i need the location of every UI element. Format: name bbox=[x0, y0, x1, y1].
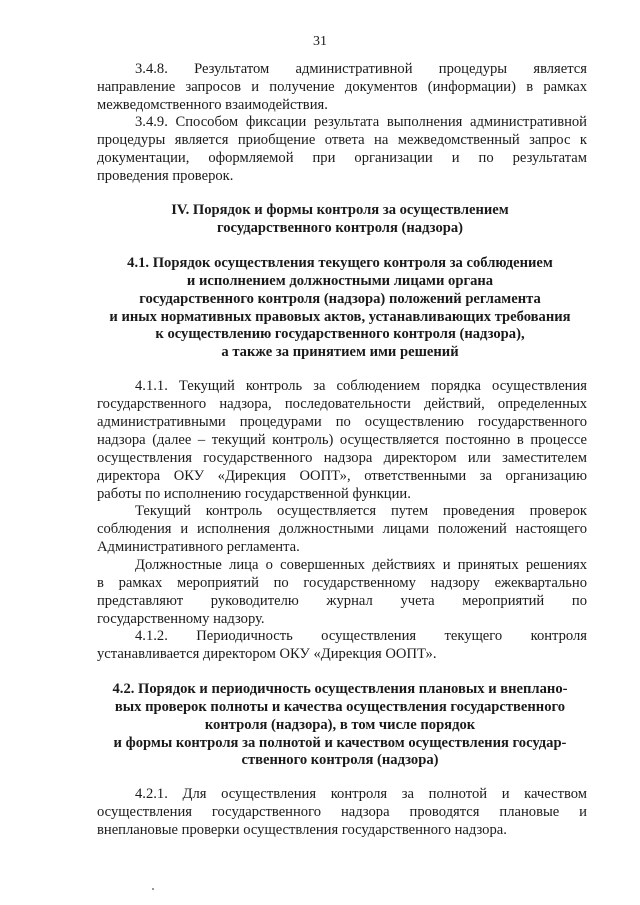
subsection-heading: ственного контроля (надзора) bbox=[241, 752, 439, 768]
paragraph-line: внеплановые проверки осуществления государственного надзора. bbox=[97, 822, 507, 838]
paragraph-line: надзора (далее – текущий контроль) осуществляется постоянно в процессе bbox=[97, 432, 587, 448]
paragraph-line: направление запросов и получение документов (информации) в рамках bbox=[97, 79, 587, 95]
subsection-heading: и иных нормативных правовых актов, устанавливающих требования bbox=[109, 309, 571, 325]
section-heading: IV. Порядок и формы контроля за осуществлением bbox=[171, 202, 509, 218]
paragraph-line: 3.4.9. Способом фиксации результата выполнения административной bbox=[135, 114, 587, 130]
paragraph-line: в рамках мероприятий по государственному надзору ежеквартально bbox=[97, 575, 587, 591]
paragraph-line: 4.1.1. Текущий контроль за соблюдением порядка осуществления bbox=[135, 378, 587, 394]
section-heading: государственного контроля (надзора) bbox=[216, 220, 464, 236]
paragraph-line: соблюдения и исполнения должностными лицами положений настоящего bbox=[97, 521, 587, 537]
paragraph-line: документации, оформляемой при организации и по результатам bbox=[97, 150, 587, 166]
subsection-heading: и формы контроля за полнотой и качеством осуществления государ- bbox=[113, 735, 567, 751]
paragraph-line: государственному надзору. bbox=[97, 611, 265, 627]
paragraph-line: устанавливается директором ОКУ «Дирекция ООПТ». bbox=[97, 646, 437, 662]
paragraph-line: административными процедурами по осуществлению государственного bbox=[97, 414, 587, 430]
paragraph-line: директора ОКУ «Дирекция ООПТ», ответственными за организацию bbox=[97, 468, 587, 484]
paragraph-line: государственного надзора, последовательности действий, определенных bbox=[97, 396, 587, 412]
paragraph-line: 3.4.8. Результатом административной процедуры является bbox=[135, 61, 587, 77]
subsection-heading: контроля (надзора), в том числе порядок bbox=[204, 717, 476, 733]
subsection-heading: государственного контроля (надзора) положений регламента bbox=[139, 291, 541, 307]
paragraph-line: межведомственного взаимодействия. bbox=[97, 97, 328, 113]
subsection-heading: вых проверок полноты и качества осуществления государственного bbox=[114, 699, 566, 715]
paragraph-line: работы по исполнению государственной функции. bbox=[97, 486, 411, 502]
subsection-heading: и исполнением должностными лицами органа bbox=[186, 273, 494, 289]
subsection-heading: 4.2. Порядок и периодичность осуществления плановых и внеплано- bbox=[112, 681, 568, 697]
subsection-heading: к осуществлению государственного контроля (надзора), bbox=[155, 326, 525, 342]
paragraph-line: проведения проверок. bbox=[97, 168, 234, 184]
paragraph-line: представляют руководителю журнал учета мероприятий по bbox=[97, 593, 587, 609]
subsection-heading: 4.1. Порядок осуществления текущего контроля за соблюдением bbox=[127, 255, 553, 271]
paragraph-line: процедуры является приобщение ответа на межведомственный запрос к bbox=[97, 132, 587, 148]
paragraph-line: Должностные лица о совершенных действиях и принятых решениях bbox=[135, 557, 587, 573]
paragraph-line: 4.1.2. Периодичность осуществления текущего контроля bbox=[135, 628, 587, 644]
paragraph-line: Текущий контроль осуществляется путем проведения проверок bbox=[135, 503, 587, 519]
page-number: 31 bbox=[313, 34, 327, 49]
subsection-heading: а также за принятием ими решений bbox=[221, 344, 459, 360]
paragraph-line: Административного регламента. bbox=[97, 539, 300, 555]
scan-speck bbox=[152, 888, 154, 890]
paragraph-line: осуществления государственного надзора директором или заместителем bbox=[97, 450, 587, 466]
paragraph-line: осуществления государственного надзора проводятся плановые и bbox=[97, 804, 587, 820]
paragraph-line: 4.2.1. Для осуществления контроля за полнотой и качеством bbox=[135, 786, 587, 802]
